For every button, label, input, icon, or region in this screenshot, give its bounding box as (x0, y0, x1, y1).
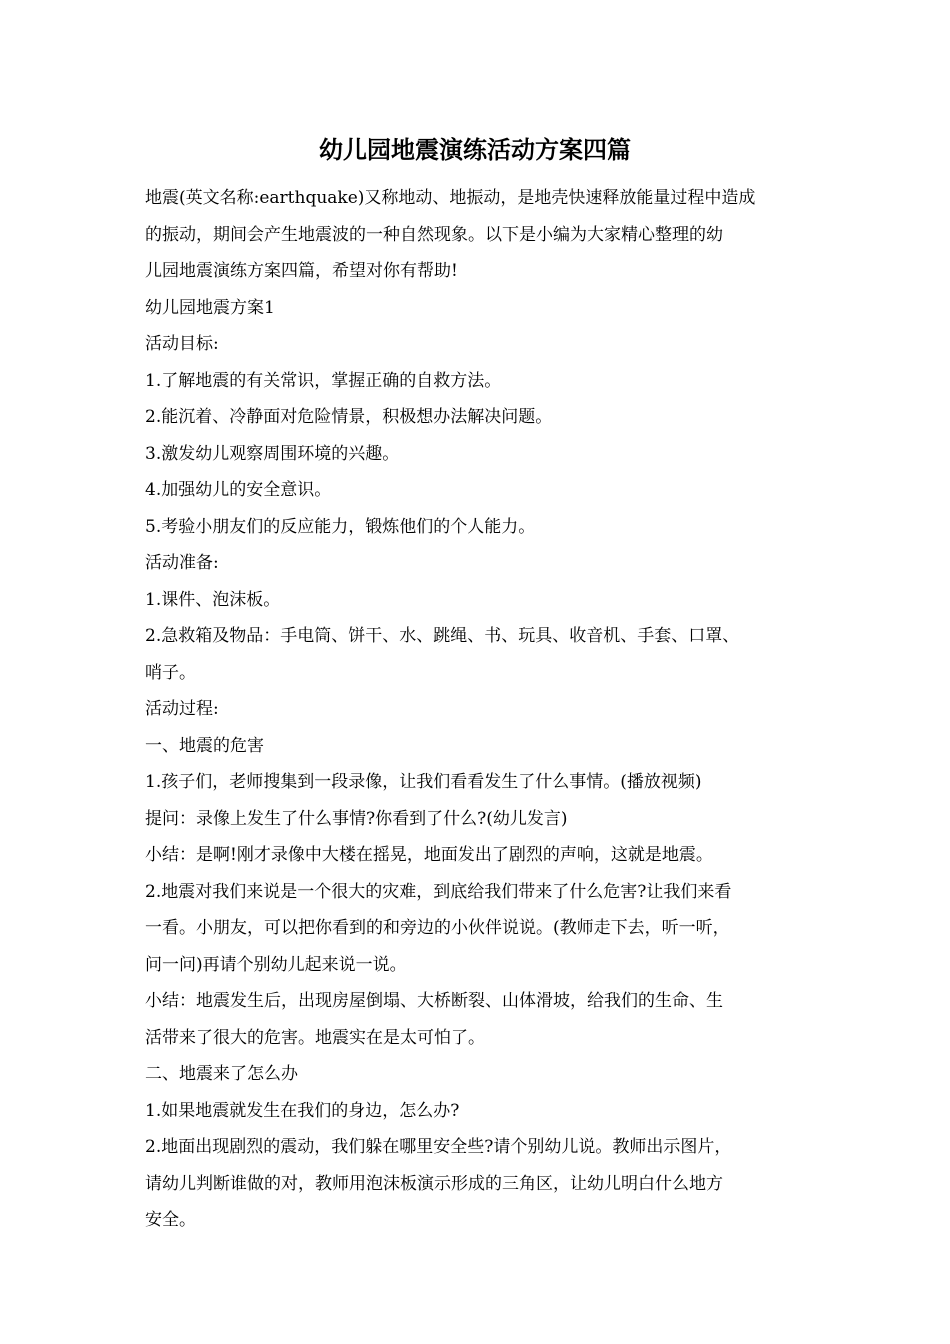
process-line-5: 一看。小朋友，可以把你看到的和旁边的小伙伴说说。(教师走下去，听一听， (145, 918, 730, 938)
process-line-3: 小结：是啊!刚才录像中大楼在摇晃，地面发出了剧烈的声响，这就是地震。 (145, 845, 713, 865)
subheading-preparation: 活动准备: (145, 553, 219, 573)
process-section-2: 二、地震来了怎么办 (145, 1064, 298, 1084)
document-body (145, 180, 825, 1239)
body-line-1: 地震(英文名称:earthquake)又称地动、地振动，是地壳快速释放能量过程中造成 (145, 188, 756, 208)
preparation-item-2-cont: 哨子。 (145, 662, 196, 683)
subheading-process: 活动过程: (145, 699, 219, 719)
document-title: 幼儿园地震演练活动方案四篇 (319, 135, 631, 164)
subheading-goals: 活动目标: (145, 334, 219, 354)
process-line-12: 安全。 (145, 1210, 196, 1230)
goal-item-1: 1.了解地震的有关常识，掌握正确的自救方法。 (145, 370, 502, 391)
goal-item-3: 3.激发幼儿观察周围环境的兴趣。 (145, 443, 400, 464)
process-section-1: 一、地震的危害 (145, 735, 264, 756)
process-line-9: 1.如果地震就发生在我们的身边，怎么办? (145, 1100, 460, 1121)
goal-item-2: 2.能沉着、冷静面对危险情景，积极想办法解决问题。 (145, 407, 553, 427)
process-line-6: 问一问)再请个别幼儿起来说一说。 (145, 954, 407, 975)
goal-item-5: 5.考验小朋友们的反应能力，锻炼他们的个人能力。 (145, 516, 536, 537)
process-line-7: 小结：地震发生后，出现房屋倒塌、大桥断裂、山体滑坡，给我们的生命、生 (145, 991, 723, 1011)
process-line-4: 2.地震对我们来说是一个很大的灾难，到底给我们带来了什么危害?让我们来看 (145, 881, 732, 902)
body-line-3: 儿园地震演练方案四篇，希望对你有帮助! (145, 261, 458, 281)
process-line-11: 请幼儿判断谁做的对，教师用泡沫板演示形成的三角区，让幼儿明白什么地方 (145, 1173, 723, 1194)
goal-item-4: 4.加强幼儿的安全意识。 (145, 480, 332, 500)
process-line-10: 2.地面出现剧烈的震动，我们躲在哪里安全些?请个别幼儿说。教师出示图片， (145, 1137, 732, 1157)
body-line-2: 的振动，期间会产生地震波的一种自然现象。以下是小编为大家精心整理的幼 (145, 224, 723, 245)
preparation-item-1: 1.课件、泡沫板。 (145, 589, 281, 610)
process-line-1: 1.孩子们，老师搜集到一段录像，让我们看看发生了什么事情。(播放视频) (145, 772, 702, 792)
section-heading-plan-1: 幼儿园地震方案1 (145, 297, 275, 318)
process-line-8: 活带来了很大的危害。地震实在是太可怕了。 (145, 1027, 485, 1048)
process-line-2: 提问：录像上发生了什么事情?你看到了什么?(幼儿发言) (145, 808, 568, 829)
preparation-item-2: 2.急救箱及物品：手电筒、饼干、水、跳绳、书、玩具、收音机、手套、口罩、 (145, 626, 740, 646)
